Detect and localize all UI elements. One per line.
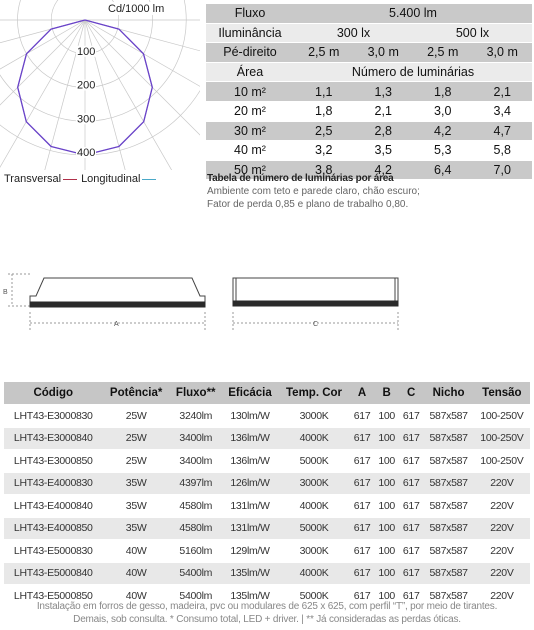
lum-cell: Número de luminárias <box>294 63 532 82</box>
lum-cell: 2,5 m <box>413 43 473 62</box>
table-cell: 587x587 <box>423 540 473 562</box>
lum-cell: 300 lx <box>294 24 413 43</box>
table-cell: 220V <box>474 585 530 607</box>
table-cell: 5000K <box>278 518 350 540</box>
dimension-label-a: A <box>114 321 119 328</box>
table-row <box>4 563 530 585</box>
table-row <box>4 473 530 495</box>
column-header: Tensão <box>474 382 530 404</box>
table-cell: 131lm/W <box>222 495 279 517</box>
lum-table-row <box>206 122 532 141</box>
table-cell: 617 <box>350 563 375 585</box>
lum-table-row <box>206 82 532 101</box>
table-cell: LHT43-E4000830 <box>4 473 103 495</box>
table-cell: 4000K <box>278 495 350 517</box>
column-header: A <box>350 382 375 404</box>
product-table <box>4 381 530 608</box>
table-cell: 129lm/W <box>222 540 279 562</box>
table-cell: LHT43-E4000850 <box>4 518 103 540</box>
table-caption <box>207 172 527 211</box>
table-cell: 100 <box>374 540 399 562</box>
lum-row-label: Área <box>206 63 294 82</box>
lum-cell: 3,0 m <box>354 43 414 62</box>
table-cell: 220V <box>474 495 530 517</box>
lum-cell: 2,1 <box>354 102 414 121</box>
table-cell: 3400lm <box>170 428 222 450</box>
table-cell: 130lm/W <box>222 405 279 427</box>
table-cell: 617 <box>399 585 424 607</box>
table-cell: 4580lm <box>170 518 222 540</box>
table-row <box>4 540 530 562</box>
column-header: C <box>399 382 424 404</box>
caption-title: Tabela de número de luminárias por área <box>207 173 394 184</box>
polar-spoke <box>85 20 200 108</box>
table-cell: 3000K <box>278 405 350 427</box>
lum-cell: 4,2 <box>413 122 473 141</box>
column-header: Fluxo** <box>170 382 222 404</box>
table-cell: 5160lm <box>170 540 222 562</box>
lum-cell: 1,3 <box>354 82 414 101</box>
table-cell: 100 <box>374 518 399 540</box>
lum-cell: 5,3 <box>413 141 473 160</box>
table-cell: 617 <box>399 428 424 450</box>
dimension-label-c: C <box>313 321 319 328</box>
table-cell: LHT43-E5000850 <box>4 585 103 607</box>
table-cell: 617 <box>350 518 375 540</box>
table-cell: 100 <box>374 563 399 585</box>
table-cell: 587x587 <box>423 585 473 607</box>
lum-table-row <box>206 141 532 160</box>
lum-cell: 7,0 <box>473 161 533 180</box>
table-cell: 4000K <box>278 428 350 450</box>
table-cell: 100-250V <box>474 428 530 450</box>
table-cell: 100 <box>374 495 399 517</box>
lum-row-label: 50 m² <box>206 161 294 180</box>
polar-spoke <box>85 20 200 144</box>
table-cell: 100 <box>374 428 399 450</box>
table-cell: 587x587 <box>423 450 473 472</box>
table-cell: 220V <box>474 563 530 585</box>
table-cell: 3400lm <box>170 450 222 472</box>
column-header: Nicho <box>423 382 473 404</box>
table-cell: 617 <box>350 428 375 450</box>
legend-longitudinal-label: Longitudinal <box>81 173 141 185</box>
table-row <box>4 495 530 517</box>
dimension-label-b: B <box>3 289 8 296</box>
table-cell: 5000K <box>278 585 350 607</box>
table-cell: 5000K <box>278 450 350 472</box>
column-header: Temp. Cor <box>278 382 350 404</box>
lum-row-label: Iluminância <box>206 24 294 43</box>
product-table-header <box>4 382 530 404</box>
polar-spoke <box>85 20 200 65</box>
lum-row-label: Pé-direito <box>206 43 294 62</box>
chart-unit-label: Cd/1000 lm <box>108 3 165 15</box>
column-header: B <box>374 382 399 404</box>
table-cell: 135lm/W <box>222 585 279 607</box>
polar-spoke <box>0 20 85 170</box>
legend-longitudinal-swatch <box>142 179 156 180</box>
ring-label: 100 <box>77 45 96 58</box>
dimension-drawings <box>0 268 534 338</box>
table-cell: 587x587 <box>423 518 473 540</box>
ring-label: 300 <box>77 113 96 126</box>
lum-cell: 2,5 <box>294 122 354 141</box>
lum-table-row <box>206 43 532 62</box>
lum-table-row <box>206 24 532 43</box>
lum-cell: 2,8 <box>354 122 414 141</box>
lum-cell: 4,2 <box>354 161 414 180</box>
table-cell: 587x587 <box>423 563 473 585</box>
polar-grid <box>0 0 200 170</box>
table-cell: 617 <box>350 495 375 517</box>
table-cell: 131lm/W <box>222 518 279 540</box>
lum-row-label: 10 m² <box>206 82 294 101</box>
table-cell: 587x587 <box>423 473 473 495</box>
table-row <box>4 405 530 427</box>
lum-cell: 1,8 <box>294 102 354 121</box>
ring-label: 200 <box>77 79 96 92</box>
table-cell: 100-250V <box>474 450 530 472</box>
table-cell: 35W <box>103 518 170 540</box>
lum-cell: 5.400 lm <box>294 4 532 23</box>
lum-cell: 4,7 <box>473 122 533 141</box>
table-cell: 25W <box>103 450 170 472</box>
table-cell: LHT43-E3000850 <box>4 450 103 472</box>
legend-transversal-label: Transversal <box>4 173 62 185</box>
column-header: Potência* <box>103 382 170 404</box>
polar-chart <box>0 0 200 170</box>
table-cell: 4000K <box>278 563 350 585</box>
ring-label: 400 <box>77 147 96 159</box>
column-header: Eficácia <box>222 382 279 404</box>
caption-line-2: Fator de perda 0,85 e plano de trabalho 0,80. <box>207 199 409 210</box>
table-cell: 100 <box>374 450 399 472</box>
polar-ring <box>0 0 186 121</box>
side-view-drawing <box>8 274 205 330</box>
legend-transversal-swatch <box>63 179 77 180</box>
luminaire-count-table <box>206 3 532 180</box>
table-cell: 617 <box>350 405 375 427</box>
lum-cell: 500 lx <box>413 24 532 43</box>
table-cell: 35W <box>103 473 170 495</box>
lum-cell: 3,8 <box>294 161 354 180</box>
footnote <box>0 600 534 626</box>
lum-cell: 3,0 m <box>473 43 533 62</box>
table-cell: 587x587 <box>423 405 473 427</box>
table-cell: 617 <box>399 540 424 562</box>
lum-cell: 3,0 <box>413 102 473 121</box>
table-cell: 100 <box>374 585 399 607</box>
lum-cell: 3,2 <box>294 141 354 160</box>
table-cell: LHT43-E4000840 <box>4 495 103 517</box>
table-cell: 3240lm <box>170 405 222 427</box>
lum-cell: 5,8 <box>473 141 533 160</box>
table-cell: 40W <box>103 563 170 585</box>
footnote-line-1: Instalação em forros de gesso, madeira, pvc ou modulares de 625 x 625, com perfil “T”, por meio de tirantes. <box>36 601 498 612</box>
table-cell: 220V <box>474 473 530 495</box>
table-cell: 135lm/W <box>222 563 279 585</box>
table-cell: 40W <box>103 540 170 562</box>
table-row <box>4 428 530 450</box>
table-cell: LHT43-E3000830 <box>4 405 103 427</box>
chart-legend <box>4 173 160 185</box>
table-cell: 617 <box>399 405 424 427</box>
footnote-line-2: Demais, sob consulta. * Consumo total, LED + driver. | ** Já consideradas as perdas óticas. <box>73 614 461 625</box>
lum-table-row <box>206 4 532 23</box>
table-cell: 100 <box>374 405 399 427</box>
lum-cell: 3,5 <box>354 141 414 160</box>
table-cell: 25W <box>103 405 170 427</box>
table-cell: 220V <box>474 540 530 562</box>
lum-cell: 6,4 <box>413 161 473 180</box>
lum-cell: 3,4 <box>473 102 533 121</box>
table-cell: 617 <box>399 563 424 585</box>
table-cell: 617 <box>350 540 375 562</box>
column-header: Código <box>4 382 103 404</box>
table-cell: 100 <box>374 473 399 495</box>
table-cell: 617 <box>399 495 424 517</box>
table-cell: 617 <box>399 450 424 472</box>
lum-row-label: 30 m² <box>206 122 294 141</box>
table-cell: 617 <box>350 450 375 472</box>
table-row <box>4 450 530 472</box>
table-row <box>4 518 530 540</box>
lum-cell: 2,5 m <box>294 43 354 62</box>
table-cell: 126lm/W <box>222 473 279 495</box>
polar-ring-labels <box>76 46 96 159</box>
table-cell: 4580lm <box>170 495 222 517</box>
lum-cell: 2,1 <box>473 82 533 101</box>
table-cell: LHT43-E3000840 <box>4 428 103 450</box>
lum-cell: 1,8 <box>413 82 473 101</box>
table-cell: 40W <box>103 585 170 607</box>
table-cell: 100-250V <box>474 405 530 427</box>
table-cell: 617 <box>350 585 375 607</box>
lum-row-label: 20 m² <box>206 102 294 121</box>
table-cell: 617 <box>350 473 375 495</box>
lum-row-label: 40 m² <box>206 141 294 160</box>
table-cell: LHT43-E5000840 <box>4 563 103 585</box>
table-cell: 25W <box>103 428 170 450</box>
table-cell: 617 <box>399 518 424 540</box>
table-cell: 5400lm <box>170 563 222 585</box>
lum-cell: 1,1 <box>294 82 354 101</box>
caption-line-1: Ambiente com teto e parede claro, chão escuro; <box>207 186 420 197</box>
table-cell: 3000K <box>278 540 350 562</box>
lum-row-label: Fluxo <box>206 4 294 23</box>
table-cell: 35W <box>103 495 170 517</box>
table-cell: 3000K <box>278 473 350 495</box>
lum-table-row <box>206 102 532 121</box>
table-cell: 4397lm <box>170 473 222 495</box>
table-cell: 617 <box>399 473 424 495</box>
table-cell: 587x587 <box>423 495 473 517</box>
table-cell: 136lm/W <box>222 450 279 472</box>
polar-ring <box>0 0 200 155</box>
table-cell: 136lm/W <box>222 428 279 450</box>
lum-table-row <box>206 63 532 82</box>
table-cell: 5400lm <box>170 585 222 607</box>
table-cell: 220V <box>474 518 530 540</box>
table-cell: 587x587 <box>423 428 473 450</box>
table-cell: LHT43-E5000830 <box>4 540 103 562</box>
